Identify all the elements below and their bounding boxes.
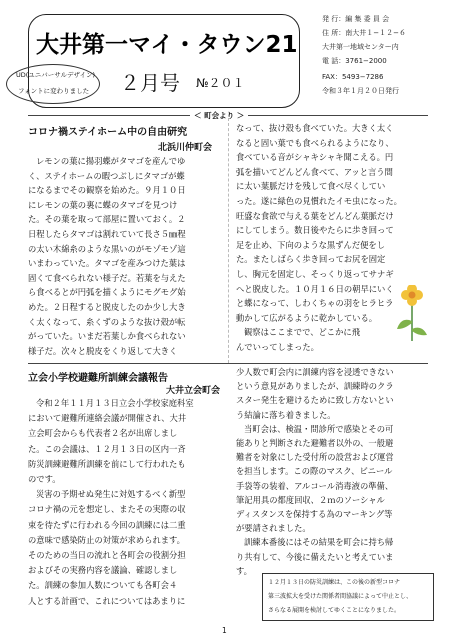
text-line: 防災訓練避難所訓練を前にして行われたも: [28, 458, 186, 469]
text-line: 弧を描いてどんどん食べて、アッと言う間: [236, 166, 393, 177]
note-line: さらなる展開を検討してゆくことになりました。: [268, 607, 401, 614]
text-line: にレモンの葉の裏に蝶のタマゴを見つけ: [28, 199, 178, 210]
article2-title: 立会小学校避難所訓練会議報告: [28, 373, 168, 384]
text-line: 人とする計画で、これについてはあまりに: [28, 595, 186, 606]
note-line: １２月１３日の防災訓練は、この後の新型コロナ: [268, 579, 401, 586]
text-line: 様子だ。次々と脱皮をくり返して大きく: [28, 345, 178, 356]
text-line: 訓練本番後にはその結果を町会に持ち帰: [244, 537, 394, 548]
text-line: なって、抜け殻も食べていた。大きく太く: [236, 123, 394, 133]
text-line: を担当します。この際のマスク、ビニール: [236, 466, 393, 477]
article2-author: 大井立会町会: [166, 386, 221, 396]
text-line: 手袋等の装着、アルコール消毒液の準備、: [236, 480, 394, 491]
newsletter-title: 大井第一マイ・タウン21: [36, 32, 298, 58]
page-number: 1: [222, 626, 227, 635]
text-line: という意見がありましたが、訓練時のクラ: [236, 381, 394, 392]
text-line: す。: [236, 565, 252, 576]
article1-title: コロナ禍ステイホーム中の自由研究: [28, 127, 188, 138]
text-line: 立会町会からも代表者２名が出席しまし: [28, 428, 178, 439]
publisher-line: 大井第一地域センター内: [322, 43, 399, 51]
text-line: 災害の予期せぬ発生に対処するべく新型: [36, 489, 186, 500]
text-line: 令和２年１１月１３日立会小学校家庭科室: [36, 398, 194, 408]
text-line: んでいってしまった。: [236, 342, 319, 352]
text-line: 筆記用具の都度回収、２ｍのソーシャル: [236, 494, 385, 505]
text-line: た。訓練の参加人数についても各町会４: [28, 580, 178, 591]
text-line: に太い葉脈だけを残して食べ尽くしてい: [236, 181, 386, 192]
text-line: う結論に落ち着きました。: [236, 409, 336, 420]
issue-number: №２０１: [196, 76, 245, 90]
text-line: になるまでその観察を始めた。９月１０日: [28, 185, 186, 196]
publisher-line: FAX：5493−7286: [322, 73, 384, 81]
issue-month: ２月号: [120, 71, 180, 95]
publisher-line: 発 行：編 集 委 員 会: [322, 15, 390, 23]
text-line: いまわっていた。タマゴを産みつけた葉は: [28, 258, 186, 269]
text-line: の意味で感染防止の対策が求められます。: [28, 534, 185, 545]
text-line: めた。２日程すると脱皮したのか少し大き: [28, 302, 186, 312]
text-line: 当町会は、検温・問診所で感染とその可: [244, 423, 394, 434]
publisher-line: 電 話：3761−2000: [322, 57, 387, 65]
text-line: が要請されました。: [236, 523, 311, 534]
text-line: た。またしばらく歩き回ってお尻を固定: [236, 254, 386, 265]
text-line: と蝶になって、しわくちゃの羽をヒラヒラ: [236, 298, 394, 309]
text-line: において避難所連絡会議が開催され、大井: [28, 413, 187, 424]
text-line: そのための当日の流れと各町会の役割分担: [28, 550, 186, 560]
text-line: り共有して、今後に備えたいと考えていま: [236, 551, 394, 562]
article1-author: 北浜川仲町会: [158, 143, 213, 153]
text-line: く太くなって、糸くずのような抜け殻が転: [28, 316, 186, 327]
text-line: た。この会議は、１２月１３日の区内一斉: [28, 443, 186, 454]
text-line: にしてしまう。数日後やたらに歩き回って: [236, 225, 394, 236]
article-separator: [28, 363, 428, 364]
text-line: 動かして広がるように乾かしている。: [236, 312, 378, 323]
text-line: コロナ禍の元を想定し、またその実際の収: [28, 504, 186, 515]
text-line: およびその実務内容を議論、確認しまし: [28, 565, 178, 576]
text-line: へと脱皮した。１０月１６日の朝早にいく: [236, 283, 394, 294]
text-line: ら食べるとが円弧を描くようにモグモグ始: [28, 287, 186, 298]
text-line: し、胸元を固定し、そっくり返ってサナギ: [236, 269, 394, 279]
text-line: た。その葉を取って部屋に置いておく。２: [28, 214, 186, 225]
text-line: なると固い葉でも食べられるようになり、: [236, 137, 394, 148]
text-line: 固くて食べられない様子だ。若葉を与えた: [28, 272, 186, 283]
ud-note-line-2: フォントに変わりました: [18, 87, 90, 95]
note-line: 第三波拡大を受けた関係者間協議によって中止とし、: [268, 593, 413, 600]
text-line: 難者を対象にした受付所の設営および運営: [236, 452, 394, 463]
text-line: ディスタンスを保持する為のマーキング等: [236, 509, 393, 519]
text-line: がっていた。いまだ若葉しか食べられない: [28, 331, 186, 342]
text-line: のです。: [28, 474, 61, 484]
flower-illustration: [395, 285, 429, 347]
publisher-line: 住 所：南大井１−１２−６: [322, 29, 406, 37]
ud-note-line-1: UD(ユニバーサルデザイン): [16, 71, 96, 79]
column-divider: [228, 118, 229, 363]
text-line: スター発生を避けるために致し方ないとい: [236, 395, 394, 406]
text-line: った。遂に緑色の見慣れたイモ虫になった。: [236, 196, 402, 206]
text-line: の太い木綿糸のような黒いのがモゾモゾ這: [28, 243, 186, 254]
text-line: 少人数で町会内に訓練内容を浸透できない: [236, 367, 394, 377]
text-line: 束を待たずに行われる今回の訓練には二重: [28, 519, 186, 530]
text-line: レモンの葉に揚羽蝶がタマゴを産んでゆ: [36, 156, 186, 166]
publisher-line: 令和３年１月２０日発行: [322, 87, 399, 95]
text-line: 日程したらタマゴは割れていて長さ５㎜程: [28, 229, 186, 239]
text-line: 旺盛な食欲で与える葉をどんどん葉脈だけ: [236, 210, 394, 221]
text-line: 観察はここまでで、どこかに飛: [244, 327, 360, 338]
text-line: く、ステイホームの暇つぶしにタマゴが蝶: [28, 170, 185, 181]
text-line: 能ありと判断された避難者以外の、一般避: [236, 438, 394, 448]
text-line: 食べている音がシャキシャキ聞こえる。円: [236, 152, 394, 163]
text-line: 足を止め、下向のような黒ずんだ便をし: [236, 239, 386, 250]
section-label: ＜ 町会より ＞: [190, 110, 248, 121]
